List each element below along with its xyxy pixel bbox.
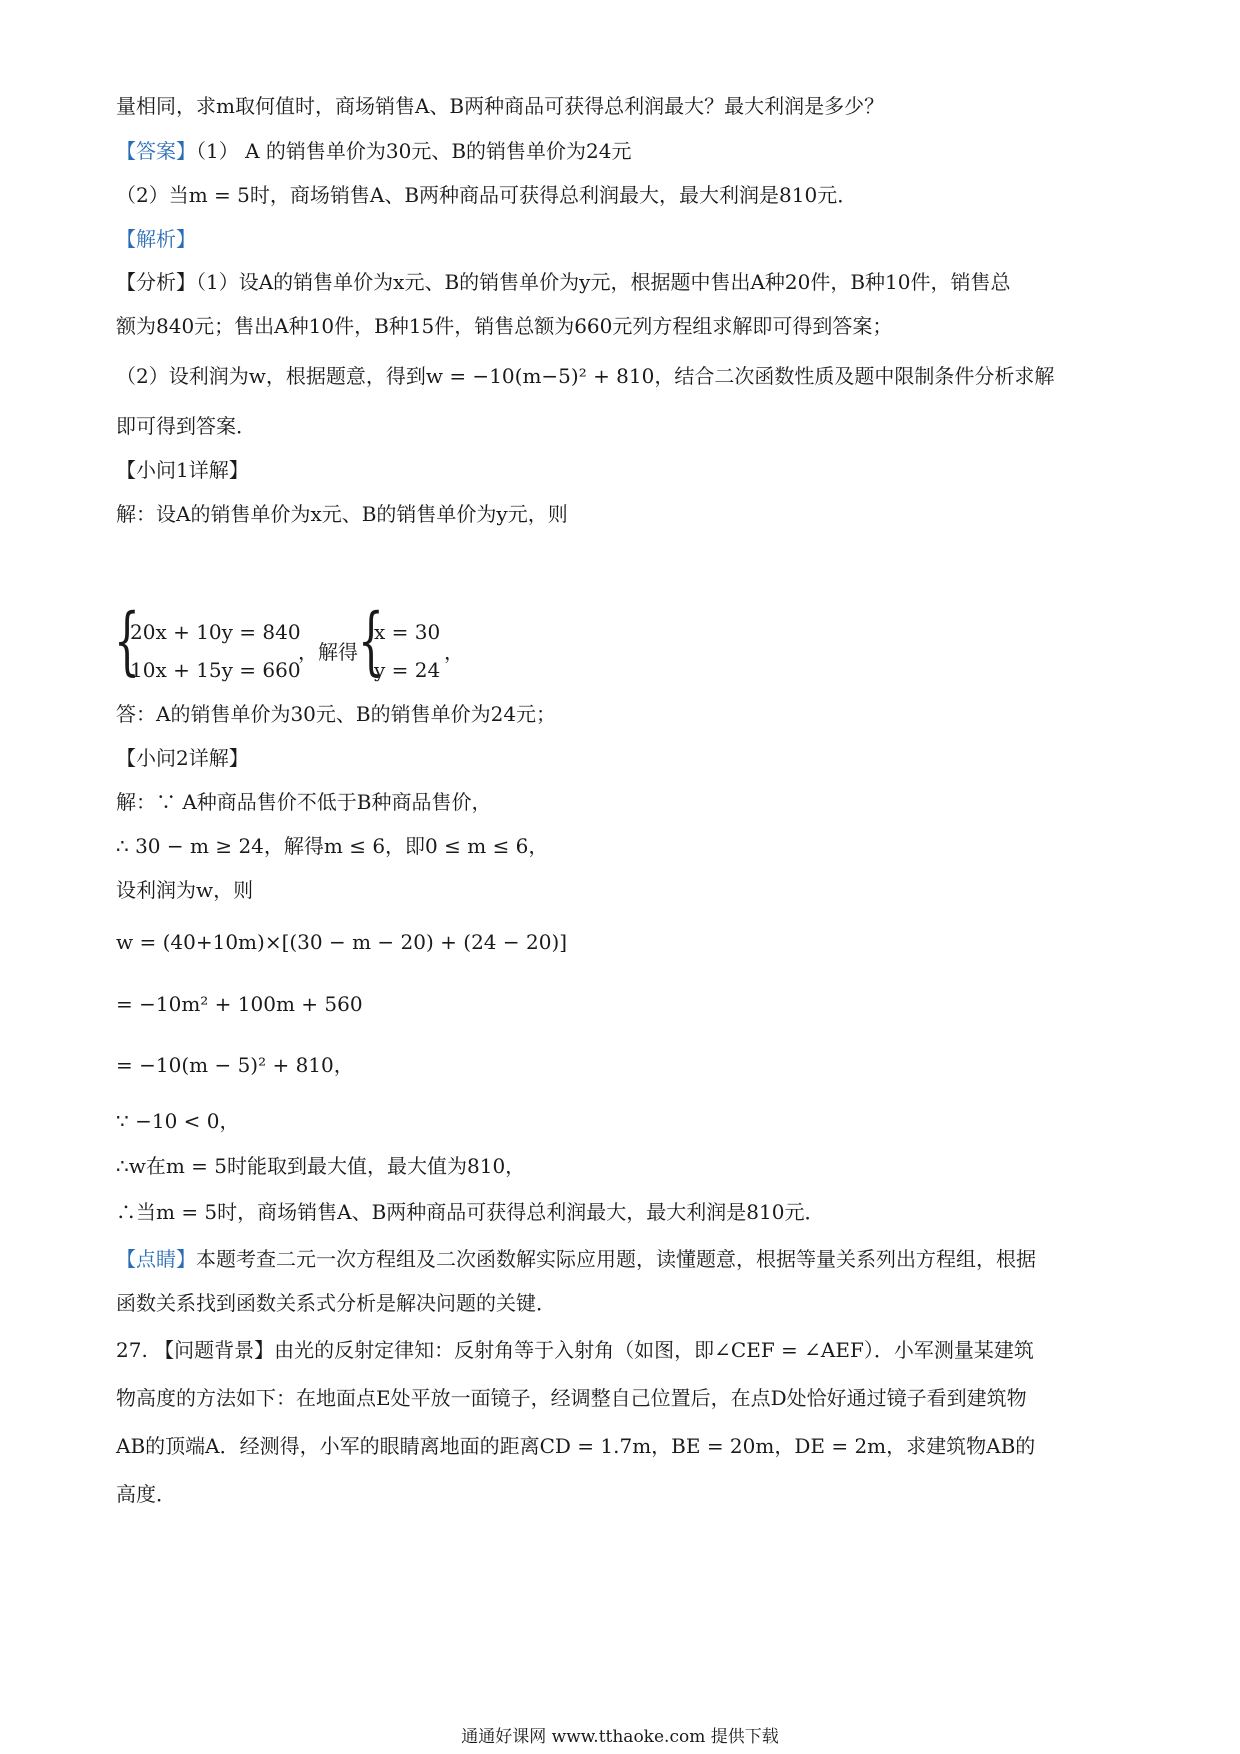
answer-line-2 xyxy=(116,181,857,209)
system-comma: ， xyxy=(444,640,464,664)
analysis-tag: 【解析】 xyxy=(116,227,196,251)
solution-x: x = 30 xyxy=(374,620,441,644)
maximum-statement xyxy=(116,1152,525,1180)
conclusion-text: ∴当m = 5时，商场销售A、B两种商品可获得总利润最大，最大利润是810元． xyxy=(116,1200,825,1224)
solution-1-intro xyxy=(116,500,568,528)
subquestion-1-heading xyxy=(116,456,249,484)
vertex-formula: = −10(m − 5)² + 810， xyxy=(116,1053,354,1077)
subquestion-2-title: 【小问2详解】 xyxy=(116,746,249,770)
problem-27-line-3 xyxy=(116,1432,1035,1460)
subquestion-2-heading xyxy=(116,744,249,772)
answer-sub-1-text: 答：A的销售单价为30元、B的销售单价为24元； xyxy=(116,702,557,726)
analysis-line-3 xyxy=(116,362,1054,390)
problem-27-line-1 xyxy=(116,1336,1034,1364)
solution-2-line-3 xyxy=(116,876,253,904)
answer-line-1 xyxy=(116,137,631,165)
analysis-line-4 xyxy=(116,412,256,440)
problem-27-line-2 xyxy=(116,1384,1027,1412)
left-brace-1: { xyxy=(114,598,140,684)
answer-label: 【答案】 xyxy=(116,139,196,163)
footer-watermark: 通通好课网 www.tthaoke.com 提供下载 xyxy=(461,1727,779,1747)
solution-2-text-1: 解：∵ A种商品售价不低于B种商品售价， xyxy=(116,790,492,814)
question-text xyxy=(116,92,884,120)
problem-27-text-3: AB的顶端A．经测得，小军的眼睛离地面的距离CD = 1.7m，BE = 20m，DE = 2m，求建筑物AB的 xyxy=(116,1434,1036,1458)
vertex-expression xyxy=(116,1051,354,1079)
comment-line-2 xyxy=(116,1289,556,1317)
subquestion-1-title: 【小问1详解】 xyxy=(116,458,249,482)
analysis-text-4: 即可得到答案． xyxy=(116,414,256,438)
solution-1-text: 解：设A的销售单价为x元、B的销售单价为y元，则 xyxy=(116,502,568,526)
profit-expression xyxy=(116,928,567,956)
comment-text-1: 本题考查二元一次方程组及二次函数解实际应用题，读懂题意，根据等量关系列出方程组，根据 xyxy=(196,1247,1036,1271)
equation-1: 20x + 10y = 840 xyxy=(130,620,301,644)
coefficient-text: ∵ −10 < 0， xyxy=(116,1109,240,1133)
answer-sub-1 xyxy=(116,700,556,728)
coefficient-sign xyxy=(116,1107,240,1135)
conclusion xyxy=(116,1198,824,1226)
question-tail: 量相同，求m取何值时，商场销售A、B两种商品可获得总利润最大？最大利润是多少？ xyxy=(116,94,885,118)
equation-2: 10x + 15y = 660 xyxy=(130,658,301,682)
problem-27-text-4: 高度． xyxy=(116,1482,176,1506)
solve-text: ，解得 xyxy=(298,640,358,664)
expanded-formula: = −10m² + 100m + 560 xyxy=(116,992,363,1016)
solution-2-line-1 xyxy=(116,788,492,816)
solution-2-line-2 xyxy=(116,832,548,860)
left-brace-2: { xyxy=(358,598,384,684)
solution-2-text-3: 设利润为w，则 xyxy=(116,878,254,902)
analysis-text-3: （2）设利润为w，根据题意，得到w = −10(m−5)² + 810，结合二次函数性质及题中限制条件分析求解 xyxy=(116,364,1055,388)
answer-1: （1） A 的销售单价为30元、B的销售单价为24元 xyxy=(196,139,632,163)
comment-text-2: 函数关系找到函数关系式分析是解决问题的关键． xyxy=(116,1291,556,1315)
analysis-text-1: 【分析】（1）设A的销售单价为x元、B的销售单价为y元，根据题中售出A种20件，B种10件，销售总 xyxy=(116,270,1011,294)
profit-formula: w = (40+10m)×[(30 − m − 20) + (24 − 20)] xyxy=(116,930,568,954)
comment-label: 【点睛】 xyxy=(116,1247,196,1271)
answer-2: （2）当m = 5时，商场销售A、B两种商品可获得总利润最大，最大利润是810元． xyxy=(116,183,858,207)
analysis-line-1 xyxy=(116,268,1010,296)
expanded-expression xyxy=(116,990,363,1018)
solution-2-text-2: ∴ 30 − m ≥ 24，解得m ≤ 6，即0 ≤ m ≤ 6， xyxy=(116,834,549,858)
analysis-text-2: 额为840元；售出A种10件，B种15件，销售总额为660元列方程组求解即可得到答案； xyxy=(116,314,893,338)
problem-27-text-2: 物高度的方法如下：在地面点E处平放一面镜子，经调整自己位置后，在点D处恰好通过镜子看到建筑物 xyxy=(116,1386,1027,1410)
comment-line-1 xyxy=(116,1245,1036,1273)
problem-27-text-1: 27. 【问题背景】由光的反射定律知：反射角等于入射角（如图，即∠CEF = ∠AEF）．小军测量某建筑 xyxy=(116,1338,1034,1362)
solution-y: y = 24 xyxy=(374,658,441,682)
maximum-text: ∴w在m = 5时能取到最大值，最大值为810， xyxy=(116,1154,526,1178)
problem-27-line-4 xyxy=(116,1480,176,1508)
analysis-line-2 xyxy=(116,312,892,340)
analysis-label xyxy=(116,225,196,253)
